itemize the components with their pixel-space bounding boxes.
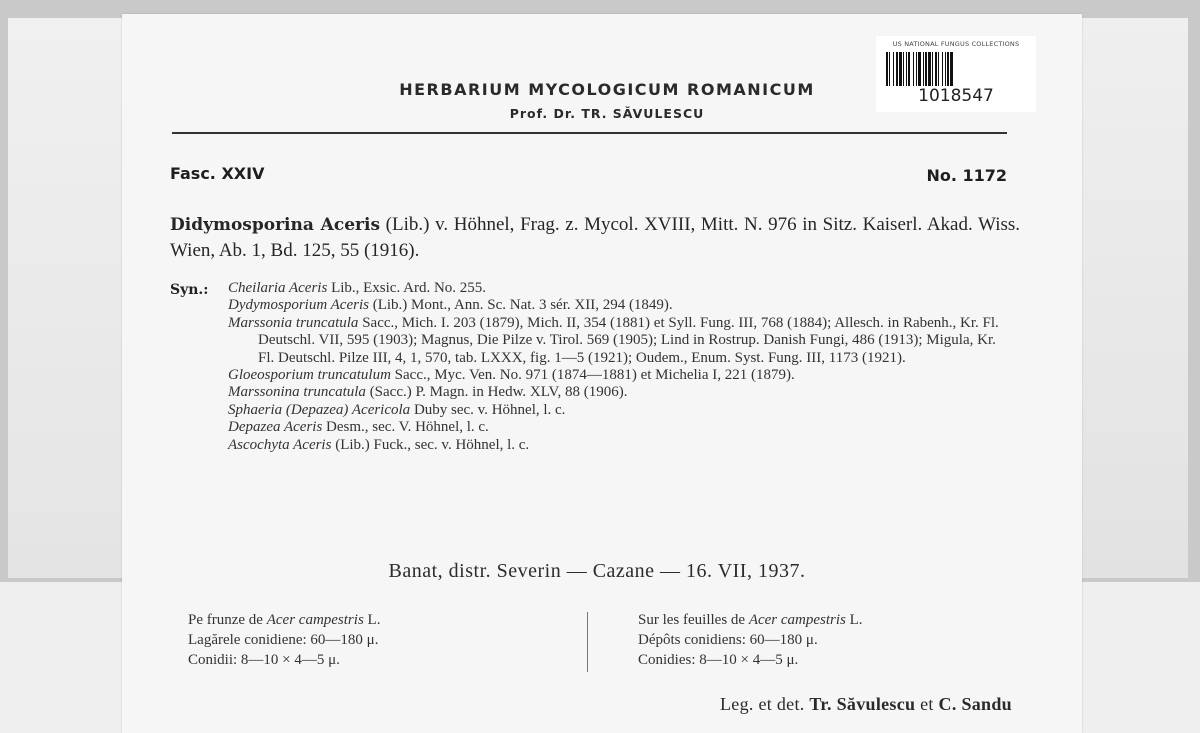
species-citation xyxy=(170,212,1020,263)
host-authority: L. xyxy=(367,612,381,628)
herbarium-label xyxy=(122,14,1082,733)
synonym-entry xyxy=(228,384,1008,401)
host-authority: L. xyxy=(849,612,863,628)
barcode-bar xyxy=(953,52,955,86)
synonym-name: Ascochyta Aceris xyxy=(228,436,332,453)
french-line-2: Dépôts conidiens: 60—180 μ. xyxy=(638,632,818,648)
synonym-name: Gloeosporium truncatulum xyxy=(228,367,391,384)
synonym-entry xyxy=(228,437,1008,454)
synonym-name: Marssonia truncatula xyxy=(228,314,359,331)
synonym-entry xyxy=(228,419,1008,436)
synonym-entry xyxy=(228,402,1008,419)
host-prefix: Pe frunze de xyxy=(188,612,263,628)
french-description xyxy=(638,610,1018,670)
synonym-name: Dydymosporium Aceris xyxy=(228,297,369,314)
species-name: Didymosporina Aceris xyxy=(170,215,381,235)
synonym-text: Sacc., Mich. I. 203 (1879), Mich. II, 354 (1881) et Syll. Fung. III, 768 (1884); Allesch. in Rabenh., Kr. Fl. Deutschl. VII, 595 (1903); Magnus, Die Pilze v. Tirol. 569 (1905); Lind in Rostrup. Danish Fungi, 486 (1913); Migula, Kr. Fl. Deutschl. Pilze III, 4, 1, 570, tab. LXXX, fig. 1—5 (1921); Oudem., Enum. Syst. Fung. III, 1173 (1921). xyxy=(258,314,999,366)
header-title: HERBARIUM MYCOLOGICUM ROMANICUM xyxy=(399,80,815,99)
synonym-text: Duby sec. v. Höhnel, l. c. xyxy=(413,401,566,418)
sticker-title: US NATIONAL FUNGUS COLLECTIONS xyxy=(892,40,1020,48)
french-host-line xyxy=(638,610,1018,630)
synonym-entry xyxy=(228,315,1008,367)
synonyms-label: Syn.: xyxy=(170,282,209,298)
synonym-entry xyxy=(228,280,1008,297)
collector-name-2: C. Sandu xyxy=(938,694,1012,714)
synonym-name: Depazea Aceris xyxy=(228,419,323,436)
collector-line xyxy=(572,694,1012,715)
synonyms-list xyxy=(228,280,1008,454)
synonym-name: Cheilaria Aceris xyxy=(228,280,328,296)
romanian-line-2: Lagărele conidiene: 60—180 μ. xyxy=(188,632,379,648)
specimen-number: No. 1172 xyxy=(926,166,1007,185)
romanian-line-3: Conidii: 8—10 × 4—5 μ. xyxy=(188,652,340,668)
synonym-entry xyxy=(228,367,1008,384)
host-prefix: Sur les feuilles de xyxy=(638,612,746,628)
synonym-text: (Lib.) Mont., Ann. Sc. Nat. 3 sér. XII, 294 (1849). xyxy=(372,297,673,314)
column-divider xyxy=(587,612,588,672)
synonym-text: (Sacc.) P. Magn. in Hedw. XLV, 88 (1906). xyxy=(369,384,628,401)
host-name: Acer campestris xyxy=(266,612,364,628)
collector-prefix: Leg. et det. xyxy=(720,694,805,714)
locality-line: Banat, distr. Severin — Cazane — 16. VII, 1937. xyxy=(388,560,806,582)
synonym-name: Sphaeria (Depazea) Acericola xyxy=(228,401,411,418)
french-line-3: Conidies: 8—10 × 4—5 μ. xyxy=(638,652,799,668)
catalog-number: 1018547 xyxy=(918,86,994,106)
synonym-text: Sacc., Myc. Ven. No. 971 (1874—1881) et Michelia I, 221 (1879). xyxy=(394,367,795,384)
header-subtitle: Prof. Dr. TR. SĂVULESCU xyxy=(509,106,705,121)
envelope-flap-left xyxy=(8,18,138,578)
synonym-text: Lib., Exsic. Ard. No. 255. xyxy=(331,280,487,296)
envelope-flap-right xyxy=(1068,18,1188,578)
synonym-name: Marssonina truncatula xyxy=(228,384,366,401)
header-rule xyxy=(172,132,1007,134)
synonym-entry xyxy=(228,297,1008,314)
species-authority: (Lib.) v. Höhnel, Frag. z. Mycol. XVIII, Mitt. N. 976 in Sitz. Kaiserl. Akad. Wiss. Wien, Ab. 1, Bd. 125, 55 (1916). xyxy=(170,214,1021,261)
romanian-host-line xyxy=(188,610,568,630)
romanian-description xyxy=(188,610,568,670)
fascicle: Fasc. XXIV xyxy=(170,164,265,183)
synonym-text: (Lib.) Fuck., sec. v. Höhnel, l. c. xyxy=(335,436,530,453)
host-name: Acer campestris xyxy=(748,612,846,628)
barcode-sticker xyxy=(876,36,1036,112)
barcode-icon xyxy=(886,52,1026,86)
synonym-text: Desm., sec. V. Höhnel, l. c. xyxy=(326,419,489,436)
collector-name-1: Tr. Săvulescu xyxy=(809,694,916,714)
collector-joiner: et xyxy=(920,694,934,714)
